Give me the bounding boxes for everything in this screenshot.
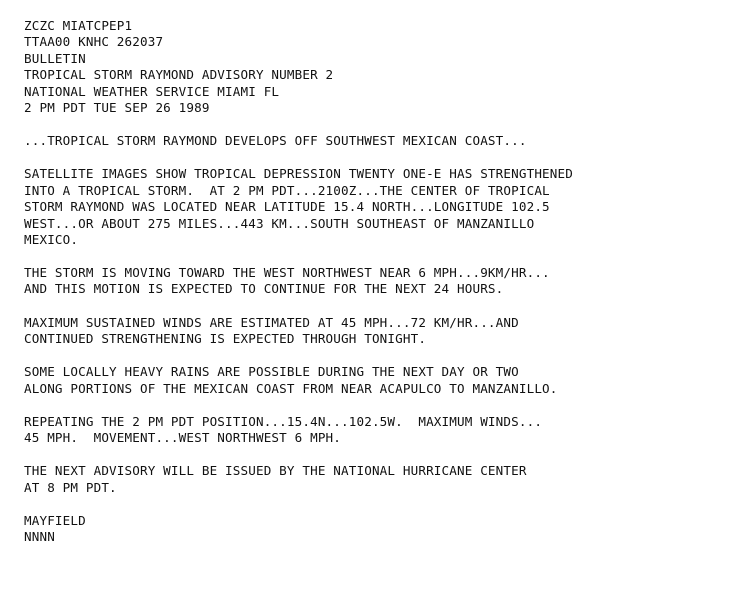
- header-line: 2 PM PDT TUE SEP 26 1989: [24, 99, 210, 115]
- paragraph-line: STORM RAYMOND WAS LOCATED NEAR LATITUDE 15.4 NORTH...LONGITUDE 102.5: [24, 199, 550, 215]
- paragraph-winds: [24, 315, 736, 348]
- paragraph-line: ALONG PORTIONS OF THE MEXICAN COAST FROM NEAR ACAPULCO TO MANZANILLO.: [24, 380, 558, 396]
- paragraph-line: 45 MPH. MOVEMENT...WEST NORTHWEST 6 MPH.: [24, 430, 342, 446]
- header-line: TTAA00 KNHC 262037: [24, 34, 164, 50]
- paragraph-line: WEST...OR ABOUT 275 MILES...443 KM...SOUTH SOUTHEAST OF MANZANILLO: [24, 215, 535, 231]
- paragraph-line: REPEATING THE 2 PM PDT POSITION...15.4N...102.5W. MAXIMUM WINDS...: [24, 413, 543, 429]
- paragraph-motion: [24, 265, 736, 298]
- paragraph-line: THE STORM IS MOVING TOWARD THE WEST NORTHWEST NEAR 6 MPH...9KM/HR...: [24, 265, 550, 281]
- paragraph-line: SATELLITE IMAGES SHOW TROPICAL DEPRESSION TWENTY ONE-E HAS STRENGTHENED: [24, 166, 573, 182]
- header-line: TROPICAL STORM RAYMOND ADVISORY NUMBER 2: [24, 67, 334, 83]
- paragraph-line: MEXICO.: [24, 231, 79, 247]
- headline: ...TROPICAL STORM RAYMOND DEVELOPS OFF SOUTHWEST MEXICAN COAST...: [24, 133, 527, 149]
- forecaster-name: MAYFIELD: [24, 512, 86, 528]
- header-line: ZCZC MIATCPEP1: [24, 18, 133, 33]
- header-line: NATIONAL WEATHER SERVICE MIAMI FL: [24, 83, 280, 99]
- paragraph-line: THE NEXT ADVISORY WILL BE ISSUED BY THE NATIONAL HURRICANE CENTER: [24, 463, 527, 479]
- paragraph-rains: [24, 364, 736, 397]
- paragraph-position: [24, 166, 736, 248]
- paragraph-line: AND THIS MOTION IS EXPECTED TO CONTINUE FOR THE NEXT 24 HOURS.: [24, 281, 504, 297]
- paragraph-line: AT 8 PM PDT.: [24, 479, 117, 495]
- paragraph-line: CONTINUED STRENGTHENING IS EXPECTED THROUGH TONIGHT.: [24, 331, 427, 347]
- paragraph-line: INTO A TROPICAL STORM. AT 2 PM PDT...2100Z...THE CENTER OF TROPICAL: [24, 182, 550, 198]
- headline-block: [24, 133, 736, 149]
- paragraph-line: MAXIMUM SUSTAINED WINDS ARE ESTIMATED AT 45 MPH...72 KM/HR...AND: [24, 314, 519, 330]
- footer-block: [24, 513, 736, 546]
- header-block: [24, 18, 736, 116]
- end-marker: NNNN: [24, 529, 55, 545]
- advisory-document: [24, 18, 736, 546]
- paragraph-line: SOME LOCALLY HEAVY RAINS ARE POSSIBLE DURING THE NEXT DAY OR TWO: [24, 364, 519, 380]
- paragraph-repeat: [24, 414, 736, 447]
- paragraph-next-advisory: [24, 463, 736, 496]
- header-line: BULLETIN: [24, 50, 86, 66]
